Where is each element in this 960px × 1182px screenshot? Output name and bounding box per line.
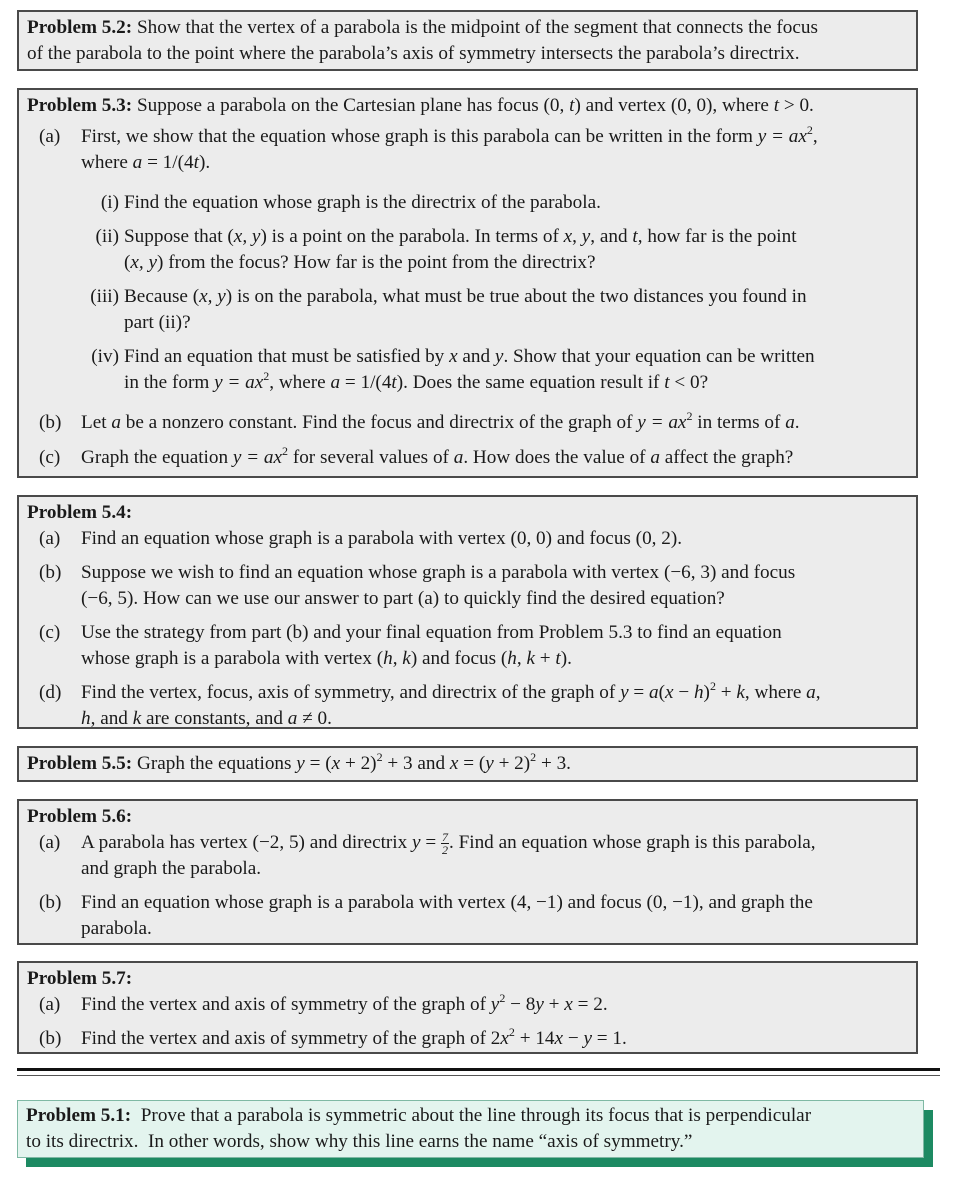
math-eq: y = ax (214, 372, 264, 393)
text: . How does the value of (463, 447, 651, 468)
problem-title: Problem 5.1: (26, 1105, 132, 1126)
text: Suppose a parabola on the Cartesian plane has focus (0, (132, 95, 570, 116)
math-var: t (193, 152, 199, 173)
exponent: 2 (686, 409, 693, 423)
math-var: t (773, 95, 780, 116)
problem-5-2-line-2 (27, 41, 908, 67)
math-eq: y = ax (757, 126, 807, 147)
text: = 1/(4 (340, 372, 392, 393)
part-label: (c) (39, 447, 61, 468)
text-line (124, 224, 908, 250)
math-var: y (485, 753, 494, 774)
text-line (81, 445, 908, 471)
text-line: and graph the parabola. (81, 858, 262, 879)
text: = 2. (572, 994, 608, 1015)
text: , (392, 648, 403, 669)
math-var: y (535, 994, 544, 1015)
part-b (27, 1026, 908, 1052)
math-var: k (736, 682, 745, 703)
text-line: part (ii)? (124, 312, 191, 333)
part-label: (a) (39, 832, 61, 853)
text: , (812, 126, 818, 147)
text: + 3 and (382, 753, 450, 774)
text-line (124, 370, 908, 396)
text: ) from the focus? How far is the point from the directrix? (157, 252, 596, 273)
math-var: x (449, 346, 458, 367)
math-var: h (507, 648, 517, 669)
text: Suppose that ( (124, 226, 234, 247)
math-var: a (287, 708, 298, 729)
text: = ( (304, 753, 332, 774)
text: ( (658, 682, 665, 703)
part-label: (d) (39, 682, 62, 703)
text-line (81, 150, 908, 176)
problem-5-3-intro (27, 93, 908, 119)
text-line: parabola. (81, 918, 152, 939)
text: − (673, 682, 694, 703)
text-line (81, 706, 908, 732)
text-line (124, 344, 908, 370)
text: ) and vertex (0, 0), where (574, 95, 774, 116)
math-var: y (583, 1028, 592, 1049)
part-label: (b) (39, 1028, 62, 1049)
text: = 1/(4 (142, 152, 194, 173)
problem-5-2-line-1 (27, 15, 908, 41)
exponent: 2 (709, 679, 716, 693)
text-line: Find the equation whose graph is the directrix of the parabola. (124, 192, 601, 213)
math-var: x, y (233, 226, 261, 247)
text: > 0. (779, 95, 814, 116)
text: affect the graph? (659, 447, 794, 468)
part-label: (a) (39, 994, 61, 1015)
subpart-iv (27, 344, 908, 396)
exponent: 2 (806, 123, 813, 137)
text: and (457, 346, 495, 367)
text-line: (−6, 5). How can we use our answer to part (a) to quickly find the desired equation? (81, 588, 725, 609)
text-line (81, 830, 908, 856)
exponent: 2 (499, 991, 506, 1005)
part-label: (b) (39, 892, 62, 913)
math-var: y (581, 226, 591, 247)
math-var: h (383, 648, 393, 669)
text: for several values of (288, 447, 454, 468)
math-var: a (132, 152, 143, 173)
text: = (420, 832, 441, 853)
math-var: y (494, 346, 504, 367)
text: be a nonzero constant. Find the focus and directrix of the graph of (120, 412, 638, 433)
exponent: 2 (376, 750, 383, 764)
text: , (815, 682, 821, 703)
subpart-label: (i) (100, 192, 119, 213)
text: Graph the equation (81, 447, 233, 468)
exponent: 2 (282, 444, 289, 458)
problem-5-1-box (17, 1100, 924, 1158)
section-divider-thick (17, 1068, 940, 1071)
part-label: (a) (39, 126, 61, 147)
text-line: Find an equation whose graph is a parabola with vertex (4, −1) and focus (0, −1), and graph the (81, 892, 813, 913)
text-line: to its directrix. In other words, show why this line earns the name “axis of symmetry.” (26, 1131, 693, 1152)
problem-5-7-box (17, 961, 918, 1054)
text: Find an equation that must be satisfied by (124, 346, 450, 367)
text: Find the vertex and axis of symmetry of the graph of 2 (81, 1028, 501, 1049)
text-line (26, 1103, 915, 1129)
part-c (27, 620, 908, 672)
subpart-label: (iv) (91, 346, 119, 367)
part-label: (a) (39, 528, 61, 549)
math-var: t (664, 372, 670, 393)
subpart-i (27, 190, 908, 216)
math-var: k (526, 648, 535, 669)
text: ) (703, 682, 710, 703)
part-a (27, 124, 908, 176)
fraction-denominator: 2 (441, 843, 448, 857)
text-line (81, 680, 908, 706)
math-var: y (490, 994, 500, 1015)
math-var: t (569, 95, 575, 116)
text: ≠ 0. (297, 708, 332, 729)
text: ). (198, 152, 211, 173)
fraction-numerator: 7 (441, 830, 448, 844)
math-eq: y = ax (232, 447, 283, 468)
text: Find the vertex and axis of symmetry of the graph of (81, 994, 491, 1015)
text: where (81, 152, 133, 173)
text-line: Suppose we wish to find an equation whose graph is a parabola with vertex (−6, 3) and focus (81, 562, 796, 583)
exponent: 2 (508, 1025, 515, 1039)
text: − 8 (505, 994, 536, 1015)
text: . (794, 412, 800, 433)
text: whose graph is a parabola with vertex ( (81, 648, 384, 669)
part-a (27, 830, 908, 882)
math-var: x (331, 753, 341, 774)
problem-5-4-box (17, 495, 918, 729)
text-line (81, 992, 908, 1018)
text: + 14 (514, 1028, 555, 1049)
part-a (27, 526, 908, 552)
math-var: a (330, 372, 341, 393)
text: , and (90, 708, 133, 729)
problem-5-6-box (17, 799, 918, 945)
text-line (124, 250, 908, 276)
problem-title: Problem 5.5: (27, 753, 133, 774)
math-var: y (620, 682, 629, 703)
problem-5-2-box (17, 10, 918, 71)
math-var: a (806, 682, 816, 703)
part-label: (c) (39, 622, 61, 643)
math-var: x (449, 753, 459, 774)
math-var: x (500, 1028, 509, 1049)
text: + 2) (493, 753, 531, 774)
subpart-ii (27, 224, 908, 276)
text: + 2) (340, 753, 377, 774)
part-label: (b) (39, 562, 62, 583)
part-a (27, 992, 908, 1018)
exponent: 2 (263, 369, 270, 383)
text-line (81, 1026, 908, 1052)
part-b (27, 890, 908, 942)
problem-title: Problem 5.4: (27, 502, 133, 523)
section-divider-thin (17, 1075, 940, 1076)
fraction (441, 831, 449, 856)
text-line (81, 124, 908, 150)
math-var: a (649, 682, 659, 703)
problem-title: Problem 5.7: (27, 968, 133, 989)
math-var: x (554, 1028, 564, 1049)
problem-title: Problem 5.2: (27, 17, 133, 38)
math-var: x (564, 994, 573, 1015)
text: . Show that your equation can be written (503, 346, 815, 367)
text: ) is a point on the parabola. In terms of (260, 226, 564, 247)
part-label: (b) (39, 412, 62, 433)
text: are constants, and (141, 708, 288, 729)
problem-5-5-box (17, 746, 918, 782)
text: in terms of (692, 412, 786, 433)
text: = 1. (592, 1028, 627, 1049)
part-c (27, 445, 908, 471)
math-var: t (391, 372, 397, 393)
subpart-label: (iii) (90, 286, 119, 307)
text: + (715, 682, 737, 703)
text: , (516, 648, 527, 669)
math-var: t (555, 648, 561, 669)
part-b (27, 410, 908, 436)
text-line: Find an equation whose graph is a parabola with vertex (0, 0) and focus (0, 2). (81, 528, 683, 549)
math-var: x (563, 226, 573, 247)
problem-title: Problem 5.6: (27, 806, 133, 827)
text: , how far is the point (637, 226, 797, 247)
math-var: a (785, 412, 795, 433)
text: ). Does the same equation result if (396, 372, 665, 393)
subpart-iii (27, 284, 908, 336)
math-var: a (453, 447, 464, 468)
math-var: x, y (199, 286, 226, 307)
text: ). (560, 648, 572, 669)
text: A parabola has vertex (−2, 5) and directrix (81, 832, 413, 853)
text: = (628, 682, 650, 703)
text: ( (124, 252, 131, 273)
text: = ( (458, 753, 486, 774)
text: + 3. (536, 753, 571, 774)
problem-5-3-box (17, 88, 918, 478)
math-var: k (402, 648, 411, 669)
text: , where (744, 682, 807, 703)
text: + (534, 648, 556, 669)
problem-title: Problem 5.3: (27, 95, 133, 116)
text: < 0? (669, 372, 709, 393)
text: in the form (124, 372, 215, 393)
text: . Find an equation whose graph is this parabola, (448, 832, 816, 853)
math-var: x (665, 682, 674, 703)
text: ) and focus ( (410, 648, 508, 669)
text: + (543, 994, 565, 1015)
text-line (124, 284, 908, 310)
text: ) is on the parabola, what must be true about the two distances you found in (225, 286, 807, 307)
math-var: t (632, 226, 638, 247)
text: , where (269, 372, 331, 393)
math-var: h (693, 682, 704, 703)
text: First, we show that the equation whose graph is this parabola can be written in the form (81, 126, 758, 147)
text-line (81, 410, 908, 436)
text-line (81, 646, 908, 672)
problem-text: of the parabola to the point where the parabola’s axis of symmetry intersects the parabola’s directrix. (27, 43, 800, 64)
part-b (27, 560, 908, 612)
part-d (27, 680, 908, 732)
math-eq: y = ax (637, 412, 687, 433)
text: Prove that a parabola is symmetric about the line through its focus that is perpendicular (131, 1105, 812, 1126)
text: , (572, 226, 582, 247)
math-var: k (132, 708, 142, 729)
text: , and (590, 226, 633, 247)
math-var: a (650, 447, 660, 468)
text-line: Use the strategy from part (b) and your final equation from Problem 5.3 to find an equation (81, 622, 782, 643)
math-var: y (412, 832, 421, 853)
math-var: x, y (130, 252, 158, 273)
text: Graph the equations (132, 753, 297, 774)
text-line (27, 751, 908, 777)
subpart-label: (ii) (95, 226, 119, 247)
math-var: h (81, 708, 91, 729)
text: Because ( (124, 286, 200, 307)
text: Let (81, 412, 112, 433)
text: − (563, 1028, 584, 1049)
problem-text: Show that the vertex of a parabola is the midpoint of the segment that connects the focus (132, 17, 818, 38)
exponent: 2 (530, 750, 537, 764)
math-var: y (296, 753, 305, 774)
text: Find the vertex, focus, axis of symmetry, and directrix of the graph of (81, 682, 621, 703)
math-var: a (111, 412, 121, 433)
